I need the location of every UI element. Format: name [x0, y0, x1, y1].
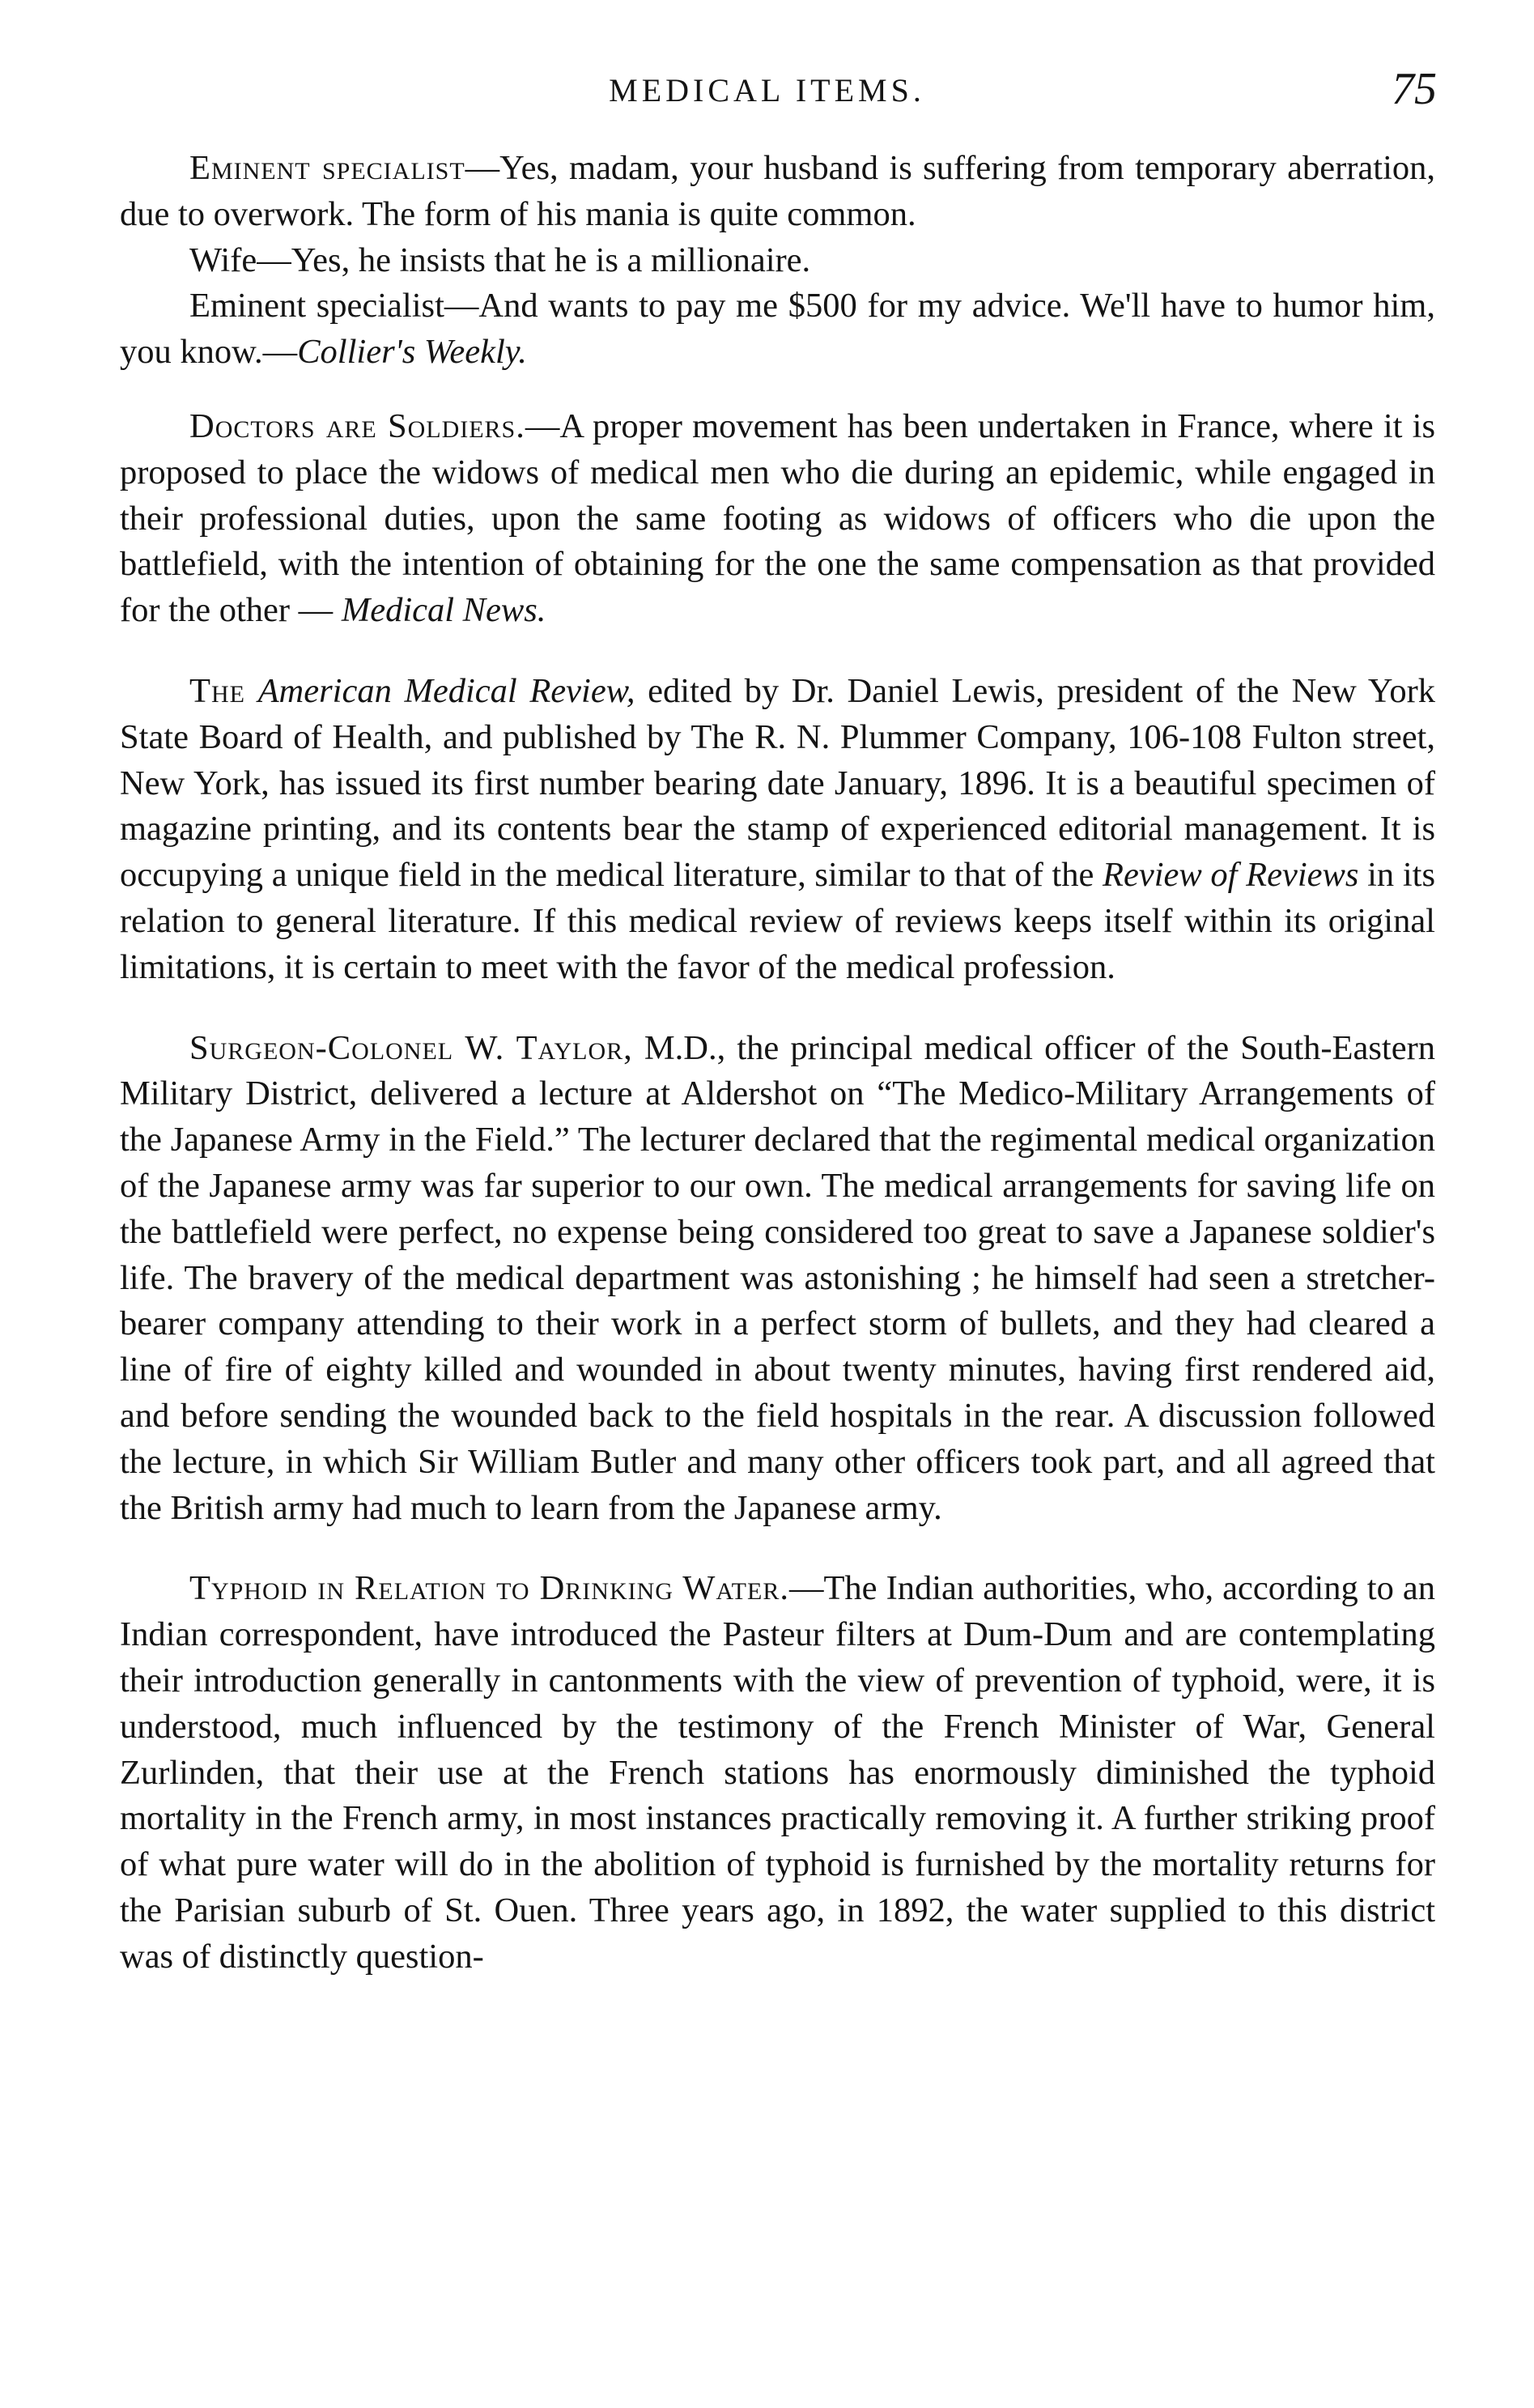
item-paragraph [120, 238, 1435, 284]
item-american-medical-review [120, 669, 1435, 991]
item-text: edited by Dr. Daniel Lewis, president of the New York State Board of Health, and published by The R. N. Plummer Company, 106-108 Fulton street, New York, has issued its first number bearing date January, 1896. It is a beautiful specimen of magazine printing, and its contents bear the stamp of experienced editorial management. It is occupying a unique field in the medical literature, similar to that of the [120, 671, 1435, 895]
item-paragraph [120, 146, 1435, 238]
item-paragraph [120, 669, 1435, 991]
item-lead: Eminent specialist [189, 149, 465, 187]
item-text: M.D., the principal medical officer of the South-Eastern Military District, delivered a lecture at Aldershot on “The Medico-Military Arrangements of the Japanese Army in the Field.” The lecturer declared that the regimental medical organization of the Japanese army was far superior to our own. The medical arrangements for saving life on the battlefield were perfect, no expense being considered too great to save a Japanese soldier's life. The bravery of the medical department was astonishing ; he himself had seen a stretcher-bearer company attending to their work in a perfect storm of bullets, and they had cleared a line of fire of eighty killed and wounded in about twenty minutes, having first rendered aid, and before sending the wounded back to the field hospitals in the rear. A discussion followed the lecture, in which Sir William Butler and many other officers took part, and all agreed that the British army had much to learn from the Japanese army. [120, 1028, 1435, 1527]
item-lead: The [189, 671, 245, 710]
item-paragraph [120, 1026, 1435, 1532]
item-paragraph [120, 283, 1435, 376]
running-head [0, 63, 1534, 128]
item-lead: Doctors are Soldiers. [189, 406, 525, 445]
item-paragraph [120, 404, 1435, 634]
item-surgeon-colonel-taylor [120, 1026, 1435, 1532]
item-source: Collier's Weekly. [297, 333, 527, 372]
item-eminent-specialist [120, 146, 1435, 376]
item-lead: Surgeon-Colonel W. Taylor, [189, 1028, 633, 1067]
item-title: Review of Reviews [1103, 856, 1359, 895]
page-number: 75 [1392, 64, 1437, 114]
item-title: American Medical Review, [257, 671, 635, 710]
item-text: in its relation to general literature. If this medical review of reviews keeps itself within its original limitations, it is certain to meet with the favor of the medical profession. [120, 856, 1435, 986]
item-text: Eminent specialist—And wants to pay me $500 for my advice. We'll have to humor him, you know.— [120, 287, 1435, 372]
item-text: —A proper movement has been undertaken in France, where it is proposed to place the widows of medical men who die during an epidemic, while engaged in their professional duties, upon the same footing as widows of officers who die upon the battlefield, with the intention of obtaining for the one the same compensation as that provided for the other — [120, 406, 1435, 630]
item-text: —The Indian authorities, who, according to an Indian correspondent, have introduced the Pasteur filters at Dum-Dum and are contemplating their introduction generally in cantonments with the view of prevention of typhoid, were, it is understood, much influenced by the testimony of the French Minister of War, General Zurlinden, that their use at the French stations has enormously diminished the typhoid mortality in the French army, in most instances practically removing it. A further striking proof of what pure water will do in the abolition of typhoid is furnished by the mortality returns for the Parisian suburb of St. Ouen. Three years ago, in 1892, the water supplied to this district was of distinctly question- [120, 1569, 1435, 1976]
item-typhoid-drinking-water [120, 1566, 1435, 1980]
item-source: Medical News. [341, 591, 546, 630]
item-text: Wife—Yes, he insists that he is a millionaire. [189, 240, 811, 279]
page-body [120, 146, 1435, 2014]
item-text: —Yes, madam, your husband is suffering from temporary aberration, due to overwork. The form of his mania is quite common. [120, 149, 1436, 233]
item-paragraph [120, 1566, 1435, 1980]
running-head-title: MEDICAL ITEMS. [609, 72, 925, 108]
item-lead: Typhoid in Relation to Drinking Water. [189, 1569, 789, 1608]
item-doctors-are-soldiers [120, 404, 1435, 634]
